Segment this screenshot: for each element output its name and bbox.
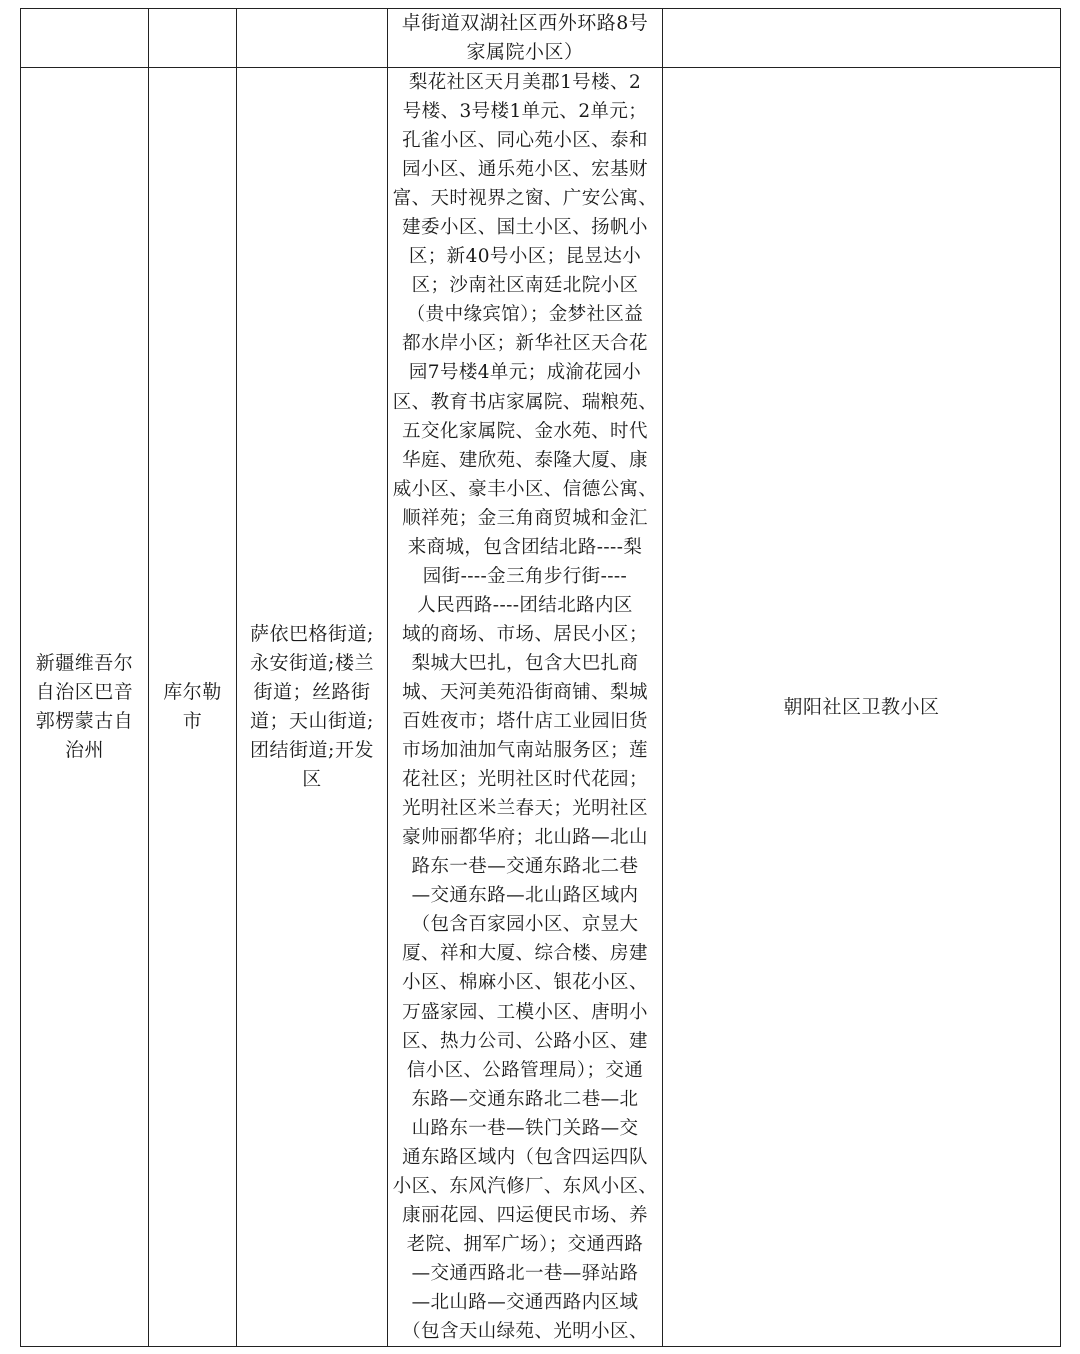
detail-text: 卓街道双湖社区西外环路8号 家属院小区） <box>401 12 649 63</box>
table-row-main <box>21 68 1061 1347</box>
community-text: 朝阳社区卫教小区 <box>783 695 940 718</box>
streets-cell <box>237 9 388 68</box>
streets-text: 萨依巴格街道; 永安街道;楼兰 街道；丝路街 道；天山街道; 团结街道;开发 区 <box>250 623 374 791</box>
city-cell <box>149 9 237 68</box>
region-text: 新疆维吾尔 自治区巴音 郭楞蒙古自 治州 <box>35 652 134 762</box>
detail-cell <box>388 9 663 68</box>
region-cell <box>21 9 149 68</box>
community-cell <box>663 68 1061 1347</box>
city-cell <box>149 68 237 1347</box>
city-text: 库尔勒 市 <box>163 681 222 733</box>
detail-text: 梨花社区天月美郡1号楼、2 号楼、3号楼1单元、2单元； 孔雀小区、同心苑小区、泰和 园小区、通乐苑小区、宏基财 富、天时视界之窗、广安公寓、 建委小区、国土小区、扬帆小 区；新40号小区；昆昱达小 区；沙南社区南廷北院小区 （贵中缘宾馆）；金梦社区益 都水岸小区；新华社区天合花 园7号楼4单元；成渝花园小 区、教育书店家属院、瑞粮苑、 五交化家属院、金水苑、时代 华庭、建欣苑、泰隆大厦、康 威小区、豪丰小区、信德公寓、 顺祥苑；金三角商贸城和金汇 来商城，包含团结北路----梨 园街----金三角步行街---- 人民西路----团结北路内区 域的商场、市场、居民小区； 梨城大巴扎，包含大巴扎商 城、天河美苑沿街商铺、梨城 百姓夜市；塔什店工业园旧货 市场加油加气南站服务区；莲 花社区；光明社区时代花园； 光明社区米兰春天；光明社区 豪帅丽都华府；北山路—北山 路东一巷—交通东路北二巷 —交通东路—北山路区域内 （包含百家园小区、京昱大 厦、祥和大厦、综合楼、房建 小区、棉麻小区、银花小区、 万盛家园、工模小区、唐明小 区、热力公司、公路小区、建 信小区、公路管理局）；交通 东路—交通东路北二巷—北 山路东一巷—铁门关路—交 通东路区域内（包含四运四队 小区、东风汽修厂、东风小区、 康丽花园、四运便民市场、养 老院、拥军广场）；交通西路 —交通西路北一巷—驿站路 —北山路—交通西路内区域 （包含天山绿苑、光明小区、 <box>392 72 658 1343</box>
region-cell <box>21 68 149 1347</box>
table-row-previous <box>21 9 1061 68</box>
detail-cell <box>388 68 663 1347</box>
document-table <box>20 8 1061 1347</box>
streets-cell <box>237 68 388 1347</box>
community-cell <box>663 9 1061 68</box>
